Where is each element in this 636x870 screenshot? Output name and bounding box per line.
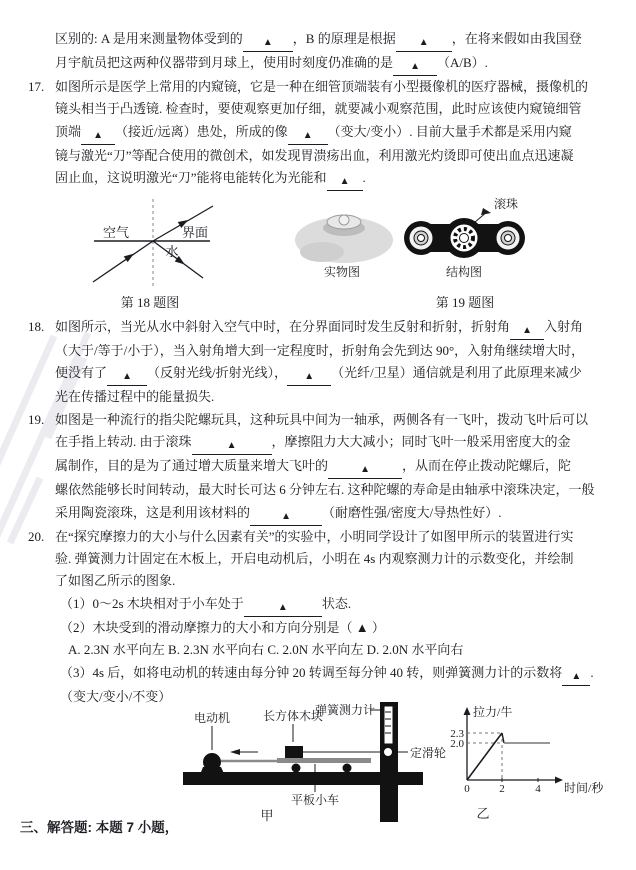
ytick-2.0: 2.0 [450,738,464,750]
text-line: 螺依然能够长时间转动，最大时长可达 6 分钟左右. 这种陀螺的寿命是由轴承中滚珠决定，一般 [55,482,595,498]
refraction-diagram [76,196,236,292]
motor-label: 电动机 [193,711,231,725]
text-line: （3）4s 后，如将电动机的转速由每分钟 20 转调至每分钟 40 转，则弹簧测力计的示数将 ▲ . [0,662,632,686]
answer-blank: ▲ [393,60,437,76]
apparatus-caption: 甲 [260,808,274,823]
block-label: 长方体木块 [262,709,324,723]
text-line: 光在传播过程中的能量损失. [55,389,215,405]
pulley-label: 定滑轮 [410,746,447,760]
motion-arrowhead [230,749,240,755]
x-axis-label: 时间/秒 [564,781,604,795]
text-line: 17. 如图所示是医学上常用的内窥镜，它是一种在细管顶端装有小型摄像机的医疗器械，摄像机的 [0,76,632,98]
text-line: 采用陶瓷滚珠，这是利用该材料的 ▲ （耐磨性强/密度大/导热性好）. [0,502,632,526]
answer-blank: ▲ [396,36,452,52]
fixed-pulley [384,748,393,757]
right-bearing [496,226,520,250]
ball-pointer-arrowhead [481,208,491,215]
text-line: A. 2.3N 水平向左 B. 2.3N 水平向右 C. 2.0N 水平向左 D. 2.0N 水平向右 [68,642,464,658]
answer-blank: ▲ [107,370,147,386]
answer-blank: ▲ [192,439,272,455]
cart-label: 平板小车 [290,793,340,807]
thumb-shape [300,242,344,262]
graph-caption: 乙 [476,806,490,821]
stand-post-lower [380,785,398,822]
incident-ray [93,241,153,282]
question-number: 20. [28,528,45,544]
text-line: 镜头相当于凸透镜. 检查时，要使观察更加仔细，就要减小观察范围，此时应该使内窥镜细管 [55,101,582,117]
text-line: （变大/变小/不变） [60,688,172,704]
left-bearing [409,226,433,250]
text-line: 18. 如图所示，当光从水中斜射入空气中时，在分界面同时发生反射和折射，折射角 ▲ 入射角 [0,316,632,340]
text-line: 顶端 ▲ （接近/远离）患处，所成的像 ▲ （变大/变小）. 目前大量手术都是采用内窥 [0,121,632,145]
figure-row-1 [0,196,636,312]
cart-wheel-right [343,764,352,773]
text-line: 验. 弹簧测力计固定在木板上，开启电动机后，小明在 4s 内观察测力计的示数变化，并绘制 [55,551,574,567]
experiment-apparatus-diagram [150,700,462,824]
section-heading: 三、解答题: 本题 7 小题， [20,820,179,835]
dynamometer-label: 弹簧测力计 [314,703,376,717]
spinner-photo [292,200,397,280]
xtick-2: 2 [499,783,505,795]
text-line: 在手指上转动. 由于滚珠 ▲ ，摩擦阻力大大减小；同时飞叶一般采用密度大的金 [0,431,632,455]
text-line: （2）木块受到的滑动摩擦力的大小和方向分别是（ ▲ ） [60,619,385,635]
center-bearing [450,224,478,252]
text-line: 镜与激光“刀”等配合使用的微创术，如发现胃溃疡出血，利用激光灼烫即可使出血点迅速凝 [55,147,574,163]
y-axis-label: 拉力/牛 [473,705,513,719]
answer-blank: ▲ [327,175,363,191]
answer-blank: ▲ [244,601,322,617]
text-line: 19. 如图是一种流行的指尖陀螺玩具，这种玩具中间为一轴承，两侧各有一飞叶，拨动飞叶后可以 [0,409,632,431]
answer-blank: ▲ [243,36,293,52]
text-line: 属制作，目的是为了通过增大质量来增大飞叶的 ▲ ，从而在停止拨动陀螺后，陀 [0,455,632,479]
spinner-structure-diagram [396,196,536,280]
question-block-18-19-20 [0,316,632,708]
structure-label: 结构图 [445,265,483,279]
rising-segment [467,733,502,780]
label-interface: 界面 [181,225,209,240]
text-line: 了如图乙所示的图象. [55,573,176,589]
wood-block [285,746,303,758]
text-line: 便没有了 ▲ （反射光线/折射光线）， ▲ （光纤/卫星）通信就是利用了此原理来减少 [0,362,632,386]
ytick-2.3: 2.3 [450,728,464,740]
xtick-4: 4 [535,783,541,795]
text-line: 固止血，这说明激光“刀”能将电能转化为光能和 ▲ . [0,167,632,191]
text-line: 区别的: A 是用来测量物体受到的 ▲ ，B 的原理是根据 ▲ ，在将来假如由我国登 [0,28,632,52]
text-line: （大于/等于/小于），当入射角增大到一定程度时，折射角会先到达 90°，入射角继续增大时， [55,343,585,358]
question-block-16-17 [0,28,632,191]
answer-blank: ▲ [562,670,590,686]
answer-blank: ▲ [81,129,115,145]
photo-label: 实物图 [323,265,361,279]
answer-blank: ▲ [328,463,402,479]
xtick-0: 0 [464,783,470,795]
x-axis-arrowhead [555,777,563,784]
answer-blank: ▲ [250,510,322,526]
figure-row-2 [0,700,636,828]
answer-blank: ▲ [288,129,328,145]
spinner-cap [339,215,349,225]
question-number: 17. [28,79,45,94]
text-line: 月宇航员把这两种仪器带到月球上，使用时刻度仍准确的是 ▲ （A/B）. [0,52,632,76]
question-number: 19. [28,411,45,427]
figure-19-caption: 第 19 题图 [435,295,495,310]
question-number: 18. [28,319,45,334]
text-line: （1）0～2s 木块相对于小车处于 ▲ 状态. [0,593,632,617]
answer-blank: ▲ [510,324,544,340]
text-line: 20. 在“探究摩擦力的大小与什么因素有关”的实验中，小明同学设计了如图甲所示的装置进行实 [0,526,632,548]
cart-board [277,758,371,763]
y-axis-arrowhead [464,707,471,715]
table-surface [183,772,423,785]
cart-wheel-left [292,764,301,773]
label-water: 水 [165,244,179,259]
ball-label: 滚珠 [494,197,519,211]
answer-blank: ▲ [287,370,331,386]
figure-18-caption: 第 18 题图 [120,295,180,310]
force-time-graph [430,700,630,828]
label-air: 空气 [102,225,130,240]
